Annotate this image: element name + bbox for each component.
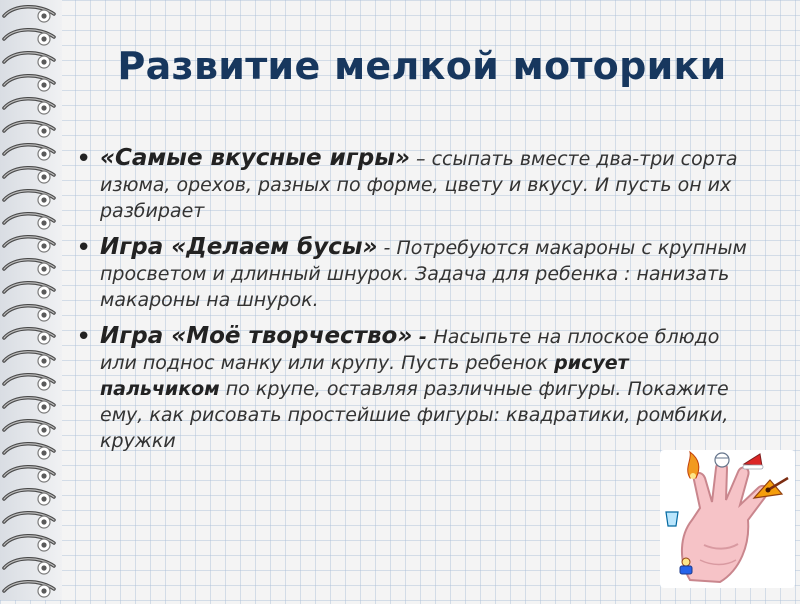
bullet-marker: • [76, 322, 92, 352]
item-separator: - [412, 326, 434, 348]
item-text: ссыпать вместе два-три сорта изюма, орехов, разных по форме, цвету и вкусу. И пусть он их разбирает [100, 148, 738, 222]
item-lead: Игра «Моё творчество» [100, 323, 413, 349]
hand-illustration [660, 450, 795, 588]
bullet-marker: • [76, 144, 92, 174]
list-item [74, 323, 754, 454]
list-item [74, 234, 754, 313]
spiral-binding [0, 0, 62, 600]
item-separator: - [377, 237, 397, 259]
hand-with-finger-puppets-icon [660, 450, 795, 588]
bullet-list [74, 145, 754, 464]
item-lead: «Самые вкусные игры» [100, 145, 410, 171]
item-lead: Игра «Делаем бусы» [100, 234, 378, 260]
bullet-marker: • [76, 233, 92, 263]
item-text-end: по крупе, оставляя различные фигуры. Покажите ему, как рисовать простейшие фигуры: квадратики, ромбики, кружки [100, 378, 729, 452]
item-text: Насыпьте на плоское блюдо или поднос манку или крупу. Пусть ребенок [100, 326, 720, 374]
item-separator: – [409, 148, 432, 170]
spiral-binding-icon [0, 0, 62, 600]
slide-title: Развитие мелкой моторики [117, 44, 727, 88]
list-item [74, 145, 754, 224]
item-bold-phrase: рисует пальчиком [100, 352, 629, 400]
item-text: Потребуются макароны с крупным просветом и длинный шнурок. Задача для ребенка : нанизать макароны на шнурок. [100, 237, 747, 311]
